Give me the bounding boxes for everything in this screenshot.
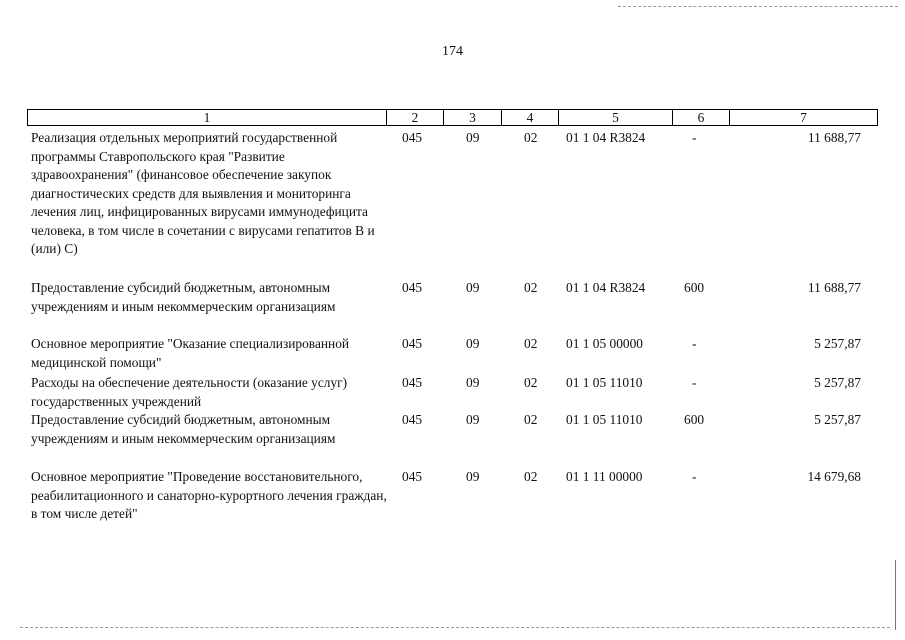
- cell-col4: 02: [524, 412, 538, 427]
- cell-col5: 01 1 11 00000: [566, 469, 643, 484]
- cell-col4: 02: [524, 336, 538, 351]
- cell-col5: 01 1 04 R3824: [566, 280, 646, 295]
- row-description: Предоставление субсидий бюджетным, автономным учреждениям и иным некоммерческим организациям: [31, 412, 336, 446]
- cell-col2: 045: [402, 469, 423, 484]
- row-description: Реализация отдельных мероприятий государственной программы Ставропольского края "Развитие здравоохранения" (финансовое обеспечение закупок диагностических средств для выявления и мониторинга лечения лиц, инфицированных вирусами иммунодефицита человека, в том числе в сочетании с вирусами гепатитов В и (или) С): [31, 130, 375, 256]
- table-header: [27, 109, 878, 126]
- column-header-5: 5: [558, 110, 672, 125]
- cell-col2: 045: [402, 336, 423, 351]
- column-header-4: 4: [501, 110, 558, 125]
- column-header-2: 2: [386, 110, 443, 125]
- cell-col2: 045: [402, 412, 423, 427]
- cell-col4: 02: [524, 375, 538, 390]
- cell-col3: 09: [466, 412, 480, 427]
- cell-col5: 01 1 05 00000: [566, 336, 643, 351]
- cell-col7: 5 257,87: [814, 336, 861, 351]
- cell-col6: -: [692, 375, 697, 390]
- cell-col7: 5 257,87: [814, 375, 861, 390]
- cell-col6: -: [692, 469, 697, 484]
- scan-artifact-bottom: [20, 627, 890, 628]
- cell-col6: -: [692, 130, 697, 145]
- cell-col7: 11 688,77: [807, 130, 861, 145]
- row-description: Предоставление субсидий бюджетным, автономным учреждениям и иным некоммерческим организациям: [31, 280, 336, 314]
- cell-col3: 09: [466, 130, 480, 145]
- cell-col2: 045: [402, 280, 423, 295]
- cell-col5: 01 1 05 11010: [566, 375, 643, 390]
- column-header-1: 1: [203, 110, 211, 125]
- scan-artifact-top: [618, 6, 898, 7]
- cell-col4: 02: [524, 280, 538, 295]
- cell-col2: 045: [402, 375, 423, 390]
- cell-col7: 11 688,77: [807, 280, 861, 295]
- cell-col2: 045: [402, 130, 423, 145]
- row-description: Основное мероприятие "Проведение восстановительного, реабилитационного и санаторно-курортного лечения граждан, в том числе детей": [31, 469, 387, 521]
- cell-col3: 09: [466, 375, 480, 390]
- cell-col3: 09: [466, 280, 480, 295]
- cell-col7: 5 257,87: [814, 412, 861, 427]
- cell-col6: -: [692, 336, 697, 351]
- cell-col6: 600: [684, 280, 705, 295]
- scan-artifact-right-edge: [895, 560, 896, 630]
- cell-col5: 01 1 04 R3824: [566, 130, 646, 145]
- cell-col6: 600: [684, 412, 705, 427]
- page-number: 174: [442, 44, 463, 59]
- row-description: Расходы на обеспечение деятельности (оказание услуг) государственных учреждений: [31, 375, 348, 409]
- column-header-7: 7: [729, 110, 877, 125]
- cell-col3: 09: [466, 336, 480, 351]
- cell-col7: 14 679,68: [807, 469, 861, 484]
- column-header-3: 3: [443, 110, 501, 125]
- column-header-6: 6: [672, 110, 729, 125]
- cell-col3: 09: [466, 469, 480, 484]
- cell-col4: 02: [524, 130, 538, 145]
- row-description: Основное мероприятие "Оказание специализированной медицинской помощи": [31, 336, 350, 370]
- cell-col4: 02: [524, 469, 538, 484]
- cell-col5: 01 1 05 11010: [566, 412, 643, 427]
